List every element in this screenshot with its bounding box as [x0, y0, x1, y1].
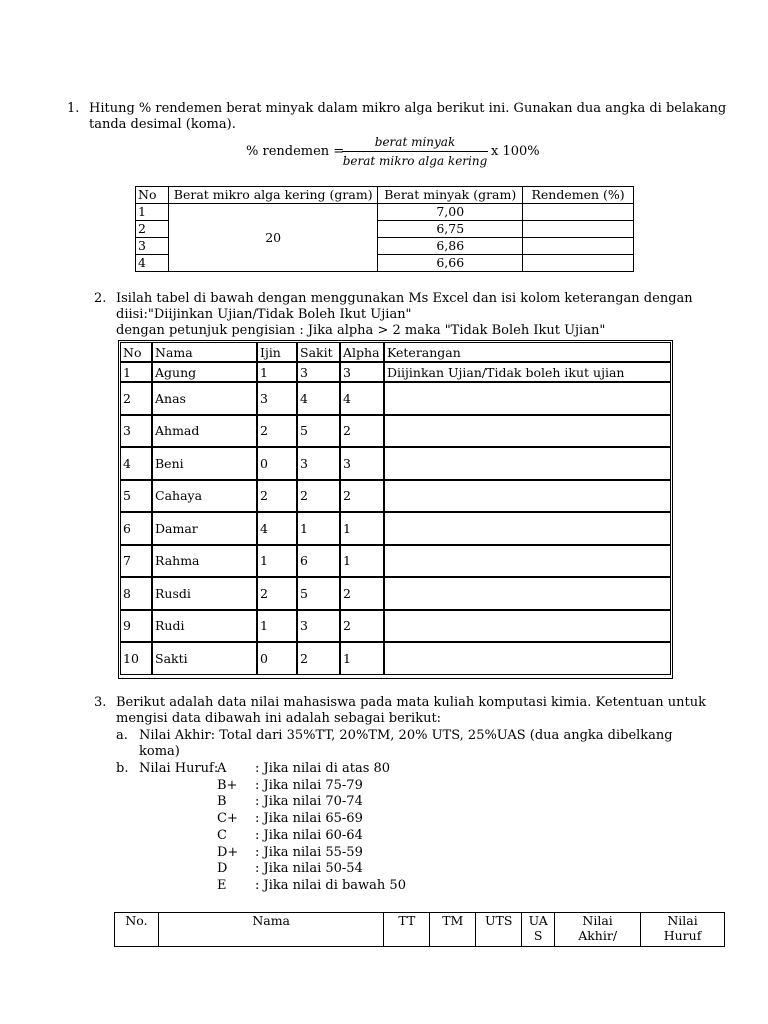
formula-rhs: x 100%: [491, 144, 540, 159]
table-row: [120, 415, 671, 448]
formula-lhs: % rendemen =: [246, 144, 345, 159]
q2-cell-alpha: 1: [340, 642, 384, 675]
q2-cell-ket[interactable]: [384, 642, 671, 675]
q1-cell-rendemen[interactable]: [523, 238, 634, 255]
q3-a-line2: koma): [139, 744, 180, 759]
q2-cell-ijin: 2: [257, 577, 297, 610]
q2-number: 2.: [94, 291, 107, 306]
q1-cell-rendemen[interactable]: [523, 204, 634, 221]
q1-cell-oil: 7,00: [378, 204, 523, 221]
grade-description: : Jika nilai 65-69: [255, 811, 363, 827]
q2-cell-sakit: 5: [297, 415, 340, 448]
q1-formula: [246, 134, 566, 172]
q2-cell-no: 3: [120, 415, 152, 448]
grade-description: : Jika nilai di bawah 50: [255, 877, 406, 893]
table-row: [120, 447, 671, 480]
formula-denominator: berat mikro alga kering: [342, 154, 488, 168]
q2-cell-ijin: 0: [257, 642, 297, 675]
q3-text-line2: mengisi data dibawah ini adalah sebagai berikut:: [116, 711, 442, 726]
q1-header-mass: Berat mikro alga kering (gram): [168, 187, 377, 204]
grade-list: [217, 761, 477, 897]
q2-cell-sakit: 5: [297, 577, 340, 610]
q2-cell-ket[interactable]: [384, 577, 671, 610]
q2-cell-no: 5: [120, 480, 152, 513]
q3-a-line1: Nilai Akhir: Total dari 35%TT, 20%TM, 20% UTS, 25%UAS (dua angka dibelkang: [139, 728, 673, 743]
q2-table: [120, 342, 671, 675]
table-row: [120, 382, 671, 415]
q2-cell-ijin: 1: [257, 362, 297, 382]
q2-cell-nama: Damar: [152, 512, 257, 545]
q2-cell-no: 2: [120, 382, 152, 415]
q2-cell-sakit: 1: [297, 512, 340, 545]
q3-header-no: No.: [115, 913, 159, 947]
q2-cell-no: 8: [120, 577, 152, 610]
q3-header-nama: Nama: [158, 913, 383, 947]
q2-cell-nama: Rudi: [152, 610, 257, 643]
q2-cell-sakit: 3: [297, 447, 340, 480]
grade-description: : Jika nilai 75-79: [255, 777, 363, 793]
q2-cell-ket[interactable]: [384, 480, 671, 513]
q3-header-nilai-huruf: [641, 913, 725, 947]
q2-cell-nama: Sakti: [152, 642, 257, 675]
q1-cell-no: 4: [136, 255, 169, 272]
q2-cell-no: 7: [120, 545, 152, 578]
q1-cell-no: 3: [136, 238, 169, 255]
q1-cell-rendemen[interactable]: [523, 221, 634, 238]
q2-cell-no: 6: [120, 512, 152, 545]
q2-cell-alpha: 2: [340, 610, 384, 643]
formula-fraction-bar: [342, 151, 488, 152]
q2-cell-ket[interactable]: [384, 512, 671, 545]
q2-text-line3: dengan petunjuk pengisian : Jika alpha > 2 maka "Tidak Boleh Ikut Ujian": [116, 323, 606, 338]
q2-cell-sakit: 2: [297, 480, 340, 513]
table-row: [120, 545, 671, 578]
q1-cell-oil: 6,75: [378, 221, 523, 238]
q2-cell-ijin: 0: [257, 447, 297, 480]
q1-cell-no: 1: [136, 204, 169, 221]
q2-header-ijin: Ijin: [257, 342, 297, 362]
q2-cell-ijin: 4: [257, 512, 297, 545]
table-row: [120, 577, 671, 610]
q2-cell-sakit: 2: [297, 642, 340, 675]
q1-cell-oil: 6,66: [378, 255, 523, 272]
q2-cell-no: 10: [120, 642, 152, 675]
q1-cell-mass-merged: 20: [168, 204, 377, 272]
grade-description: : Jika nilai 60-64: [255, 827, 363, 843]
table-row: [120, 512, 671, 545]
q1-cell-no: 2: [136, 221, 169, 238]
q2-cell-sakit: 3: [297, 610, 340, 643]
q3-header-tt: TT: [384, 913, 430, 947]
q2-cell-alpha: 3: [340, 362, 384, 382]
q3-header-nilai-huruf-line2: Huruf: [663, 928, 702, 943]
q3-header-uts: UTS: [476, 913, 522, 947]
q3-header-uas-line1: UA: [528, 913, 548, 928]
grade-letter: E: [217, 877, 227, 893]
q2-cell-no: 4: [120, 447, 152, 480]
q2-cell-alpha: 1: [340, 512, 384, 545]
q3-b-intro: Nilai Huruf:: [139, 761, 219, 776]
q1-header-oil: Berat minyak (gram): [378, 187, 523, 204]
q1-table: [135, 186, 634, 272]
q2-cell-nama: Ahmad: [152, 415, 257, 448]
q3-a-label: a.: [116, 728, 128, 743]
grade-letter: C+: [217, 811, 238, 827]
q2-cell-ijin: 2: [257, 415, 297, 448]
q2-cell-alpha: 4: [340, 382, 384, 415]
q2-cell-alpha: 3: [340, 447, 384, 480]
q3-number: 3.: [94, 695, 107, 710]
table-row: [120, 480, 671, 513]
q3-b-label: b.: [116, 761, 129, 776]
grade-letter: D+: [217, 844, 239, 860]
q1-cell-rendemen[interactable]: [523, 255, 634, 272]
q2-table-wrapper: [118, 340, 673, 679]
q2-text-line2: diisi:"Diijinkan Ujian/Tidak Boleh Ikut Ujian": [116, 307, 412, 322]
q2-cell-alpha: 2: [340, 577, 384, 610]
q2-cell-alpha: 2: [340, 480, 384, 513]
q2-cell-ket[interactable]: [384, 415, 671, 448]
formula-numerator: berat minyak: [374, 135, 456, 149]
q2-header-ket: Keterangan: [384, 342, 671, 362]
q2-cell-nama: Rahma: [152, 545, 257, 578]
q2-header-no: No: [120, 342, 152, 362]
grade-description: : Jika nilai 50-54: [255, 861, 363, 877]
q2-cell-sakit: 4: [297, 382, 340, 415]
q1-header-no: No: [136, 187, 169, 204]
q2-cell-ijin: 1: [257, 610, 297, 643]
grade-letter: B: [217, 794, 227, 810]
q2-cell-nama: Cahaya: [152, 480, 257, 513]
q1-number: 1.: [67, 101, 80, 116]
grade-description: : Jika nilai di atas 80: [255, 761, 391, 776]
grade-letter: B+: [217, 777, 238, 793]
q3-header-nilai-akhir-line2: Akhir/: [578, 928, 618, 943]
grade-letter: D: [217, 861, 228, 877]
q3-header-uas-line2: S: [533, 928, 543, 943]
q2-cell-ket[interactable]: [384, 447, 671, 480]
q3-table: [114, 912, 725, 947]
q2-cell-ket[interactable]: [384, 382, 671, 415]
q1-header-rendemen: Rendemen (%): [523, 187, 634, 204]
table-row: [120, 642, 671, 675]
q1-text-line1: Hitung % rendemen berat minyak dalam mikro alga berikut ini. Gunakan dua angka di belakang: [89, 101, 727, 116]
q3-header-uas: [522, 913, 555, 947]
q2-header-alpha: Alpha: [340, 342, 384, 362]
q3-header-nilai-huruf-line1: Nilai: [667, 913, 698, 928]
q3-text-line1: Berikut adalah data nilai mahasiswa pada mata kuliah komputasi kimia. Ketentuan untuk: [116, 695, 706, 710]
q2-cell-ket[interactable]: [384, 610, 671, 643]
q2-header-nama: Nama: [152, 342, 257, 362]
q2-cell-sakit: 3: [297, 362, 340, 382]
grade-letter: A: [217, 761, 227, 776]
q1-cell-oil: 6,86: [378, 238, 523, 255]
q2-text-line1: Isilah tabel di bawah dengan menggunakan Ms Excel dan isi kolom keterangan dengan: [116, 291, 693, 306]
grade-description: : Jika nilai 55-59: [255, 844, 363, 860]
grade-letter: C: [217, 827, 227, 843]
q2-cell-alpha: 1: [340, 545, 384, 578]
q2-cell-alpha: 2: [340, 415, 384, 448]
q2-cell-nama: Agung: [152, 362, 257, 382]
q2-cell-ijin: 2: [257, 480, 297, 513]
q2-cell-nama: Rusdi: [152, 577, 257, 610]
table-row: [120, 610, 671, 643]
q2-cell-ijin: 1: [257, 545, 297, 578]
q2-cell-no: 9: [120, 610, 152, 643]
q2-cell-no: 1: [120, 362, 152, 382]
q3-header-tm: TM: [430, 913, 476, 947]
table-row: [120, 362, 671, 382]
q2-cell-nama: Anas: [152, 382, 257, 415]
q3-header-nilai-akhir: [555, 913, 641, 947]
q3-header-nilai-akhir-line1: Nilai: [582, 913, 613, 928]
q2-cell-ket[interactable]: [384, 545, 671, 578]
q2-header-sakit: Sakit: [297, 342, 340, 362]
q2-cell-ijin: 3: [257, 382, 297, 415]
q2-cell-sakit: 6: [297, 545, 340, 578]
q1-text-line2: tanda desimal (koma).: [89, 117, 236, 132]
q2-cell-nama: Beni: [152, 447, 257, 480]
q2-cell-ket[interactable]: Diijinkan Ujian/Tidak boleh ikut ujian: [384, 362, 671, 382]
grade-description: : Jika nilai 70-74: [255, 794, 363, 810]
